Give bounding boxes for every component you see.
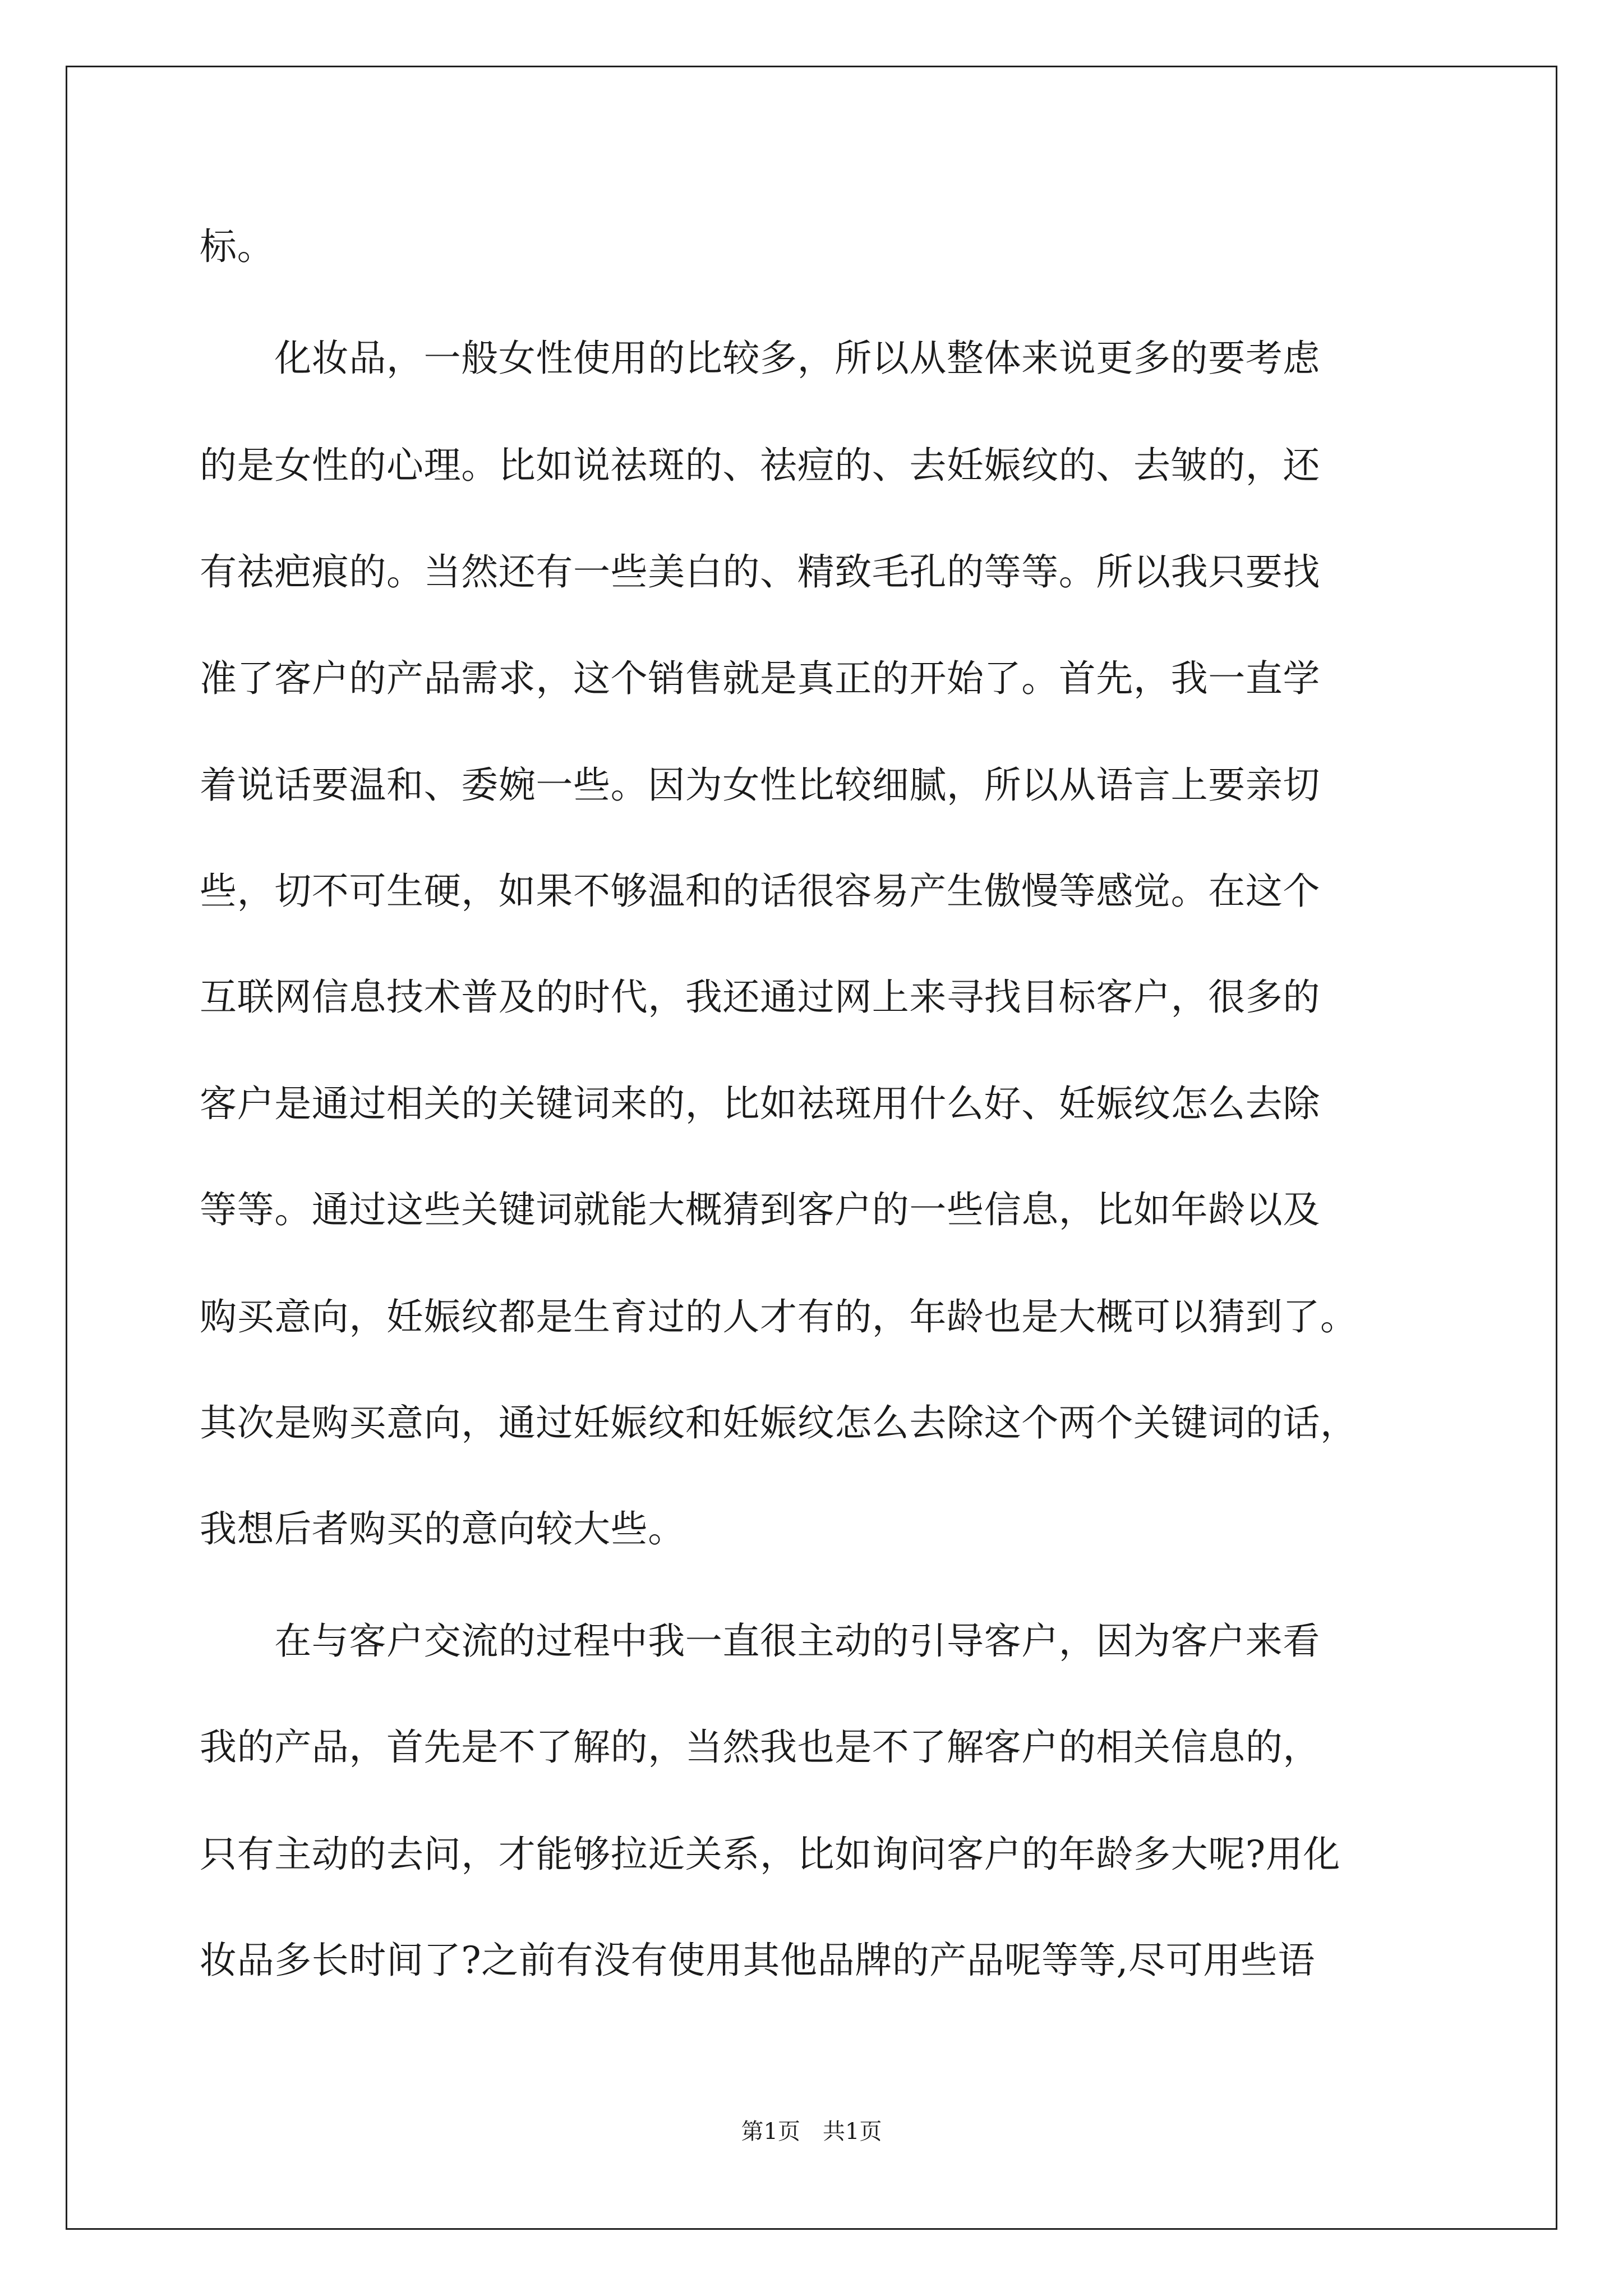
text-line: 我的产品，首先是不了解的，当然我也是不了解客户的相关信息的， <box>200 1726 1320 1769</box>
text-line: 等等。通过这些关键词就能大概猜到客户的一些信息，比如年龄以及 <box>200 1188 1320 1231</box>
text-line: 着说话要温和、委婉一些。因为女性比较细腻，所以从语言上要亲切 <box>200 763 1320 807</box>
text-line: 准了客户的产品需求，这个销售就是真正的开始了。首先，我一直学 <box>200 657 1320 700</box>
text-line: 妆品多长时间了?之前有没有使用其他品牌的产品呢等等,尽可用些语 <box>200 1939 1315 1982</box>
text-line: 其次是购买意向，通过妊娠纹和妊娠纹怎么去除这个两个关键词的话， <box>200 1401 1358 1444</box>
text-line: 客户是通过相关的关键词来的，比如祛斑用什么好、妊娠纹怎么去除 <box>200 1082 1320 1125</box>
page-border <box>66 66 1557 2230</box>
text-line: 在与客户交流的过程中我一直很主动的引导客户，因为客户来看 <box>200 1619 1320 1663</box>
text-line: 的是女性的心理。比如说祛斑的、祛痘的、去妊娠纹的、去皱的，还 <box>200 444 1320 487</box>
text-line: 些，切不可生硬，如果不够温和的话很容易产生傲慢等感觉。在这个 <box>200 869 1320 913</box>
page-footer: 第1页 共1页 <box>741 2119 882 2145</box>
text-line: 我想后者购买的意向较大些。 <box>200 1507 685 1550</box>
text-line: 化妆品，一般女性使用的比较多，所以从整体来说更多的要考虑 <box>200 337 1320 380</box>
text-line: 互联网信息技术普及的时代，我还通过网上来寻找目标客户，很多的 <box>200 976 1320 1019</box>
text-line: 只有主动的去问，才能够拉近关系，比如询问客户的年龄多大呢?用化 <box>200 1833 1340 1876</box>
text-line: 标。 <box>200 225 275 268</box>
text-line: 购买意向，妊娠纹都是生育过的人才有的，年龄也是大概可以猜到了。 <box>200 1295 1358 1338</box>
text-line: 有祛疤痕的。当然还有一些美白的、精致毛孔的等等。所以我只要找 <box>200 550 1320 593</box>
